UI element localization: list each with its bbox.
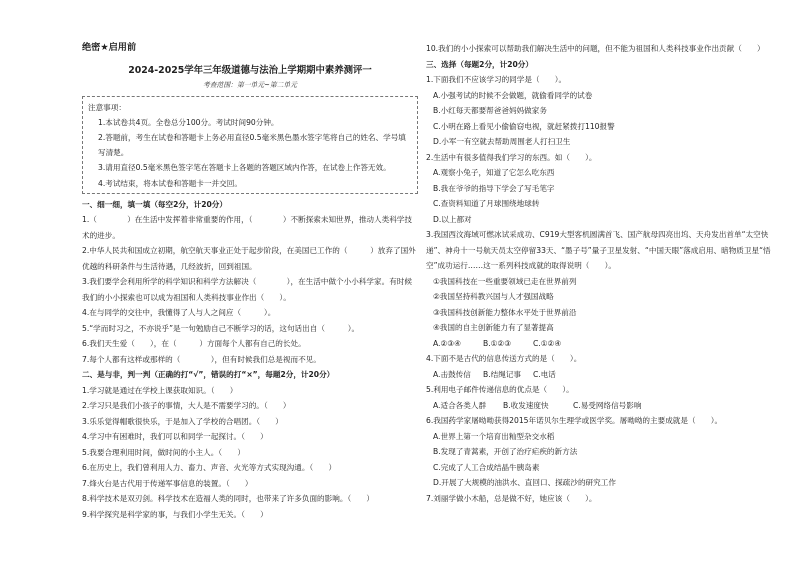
question: 2.生活中有很多值得我们学习的东西。如（ ）。: [426, 152, 597, 162]
option: A.观察小兔子，知道了它怎么吃东西: [433, 168, 555, 177]
question: 7.刘丽学做小木船，总是做不好，她应该（ ）。: [426, 493, 597, 503]
question: 4.学习中有困难时，我们可以和同学一起探讨。（ ）: [82, 432, 268, 442]
choice: A.适合各类人群: [433, 400, 487, 410]
choice-row: [426, 398, 782, 414]
question: 9.科学探究是科学家的事，与我们小学生无关。（ ）: [82, 509, 268, 519]
question: 3.乐乐觉得帽歌很快乐，于是加入了学校的合唱团。（ ）: [82, 416, 283, 426]
choice: B.①②③: [483, 338, 512, 348]
left-column: [82, 40, 418, 522]
section-heading: 二、是与非，判一判（正确的打“√”，错误的打“×”，每题2分，计20分）: [82, 370, 335, 380]
secret-label: 绝密★启用前: [82, 42, 137, 53]
question: 3.我们要学会利用所学的科学知识和科学方法解决（ ），在生活中做个小小科学家。有时候我们的小小探索也可以成为祖国和人类科技事业作出（ ）。: [82, 277, 412, 302]
option: A.世界上第一个培育出籼型杂交水稻: [433, 431, 555, 441]
option: C.小明在路上看见小偷偷窃电视，就赶紧拨打110报警: [433, 121, 615, 131]
question: 5.我要合理利用时间，做时间的小主人。（ ）: [82, 447, 245, 457]
notice-item: 1.本试卷共4页。全卷总分100分。考试时间90分钟。: [98, 117, 279, 127]
choice-row: [426, 367, 782, 383]
option: ②我国坚持科教兴国与人才强国战略: [433, 292, 554, 301]
option: C.查资料知道了月球围绕地球转: [433, 199, 540, 208]
question: 6.在历史上，我们曾利用人力、畜力、声音、火光等方式实现沟通。（ ）: [82, 463, 337, 473]
question: 2.学习只是我们小孩子的事情，大人是不需要学习的。（ ）: [82, 401, 291, 411]
choice: B.结绳记事: [483, 369, 521, 379]
question: 2.中华人民共和国成立初期，航空航天事业正处于起步阶段，在美国已工作的（ ）放弃了国外优越的科研条件与生活待遇，几经波折，回到祖国。: [82, 246, 416, 271]
choice: A.击鼓传信: [433, 369, 471, 379]
option: B.我在爷爷的指导下学会了写毛笔字: [433, 183, 555, 193]
option: ①我国科技在一些重要领域已走在世界前列: [433, 276, 577, 286]
question: 8.科学技术是双刃剑。科学技术在造福人类的同时，也带来了许多负面的影响。（ ）: [82, 494, 375, 504]
option: D.开展了大规模的油洪水、直回口、探疏沙的研究工作: [433, 478, 616, 487]
notice-box: [82, 96, 418, 194]
question: 3.我国西汶海域可燃冰试采成功、C919大型客机圆满首飞、国产航母四亮出坞、天舟发出首单“太空快递”、神舟十一号航天员太空停留33天、“墨子号”量子卫星发射、“中国天眼”落成启用、暗物质卫星“悟空”成功运行……这一系列科技成就的取得说明（ ）。: [426, 230, 771, 270]
notice-heading: 注意事项：: [88, 102, 126, 112]
choice-row: [426, 336, 782, 352]
option: B.发现了青蒿素，开创了治疗疟疾的新方法: [433, 447, 578, 456]
exam-title: 2024-2025学年三年级道德与法治上学期期中素养测评一: [128, 64, 372, 76]
question: 1.学习就是通过在学校上课获取知识。（ ）: [82, 385, 238, 395]
question: 5.利用电子邮件传递信息的优点是（ ）。: [426, 385, 574, 394]
option: D.以上都对: [433, 214, 472, 224]
option: A.小强考试的时候不会做题，就偷看同学的试卷: [433, 90, 593, 100]
notice-item: 3.请用直径0.5毫米黑色签字笔在答题卡上各题的答题区域内作答，在试卷上作答无效。: [98, 163, 391, 173]
question: 4.在与同学的交往中，我懂得了人与人之间应（ ）。: [82, 308, 276, 318]
choice: B.收发速度快: [503, 400, 549, 410]
choice: C.电话: [533, 369, 556, 379]
notice-item: 4.考试结束，将本试卷和答题卡一并交回。: [98, 178, 242, 188]
question: 4.下面不是古代的信息传送方式的是（ ）。: [426, 354, 582, 363]
exam-scope: 考查范围：第一单元~第二单元: [202, 80, 298, 89]
question: 6.我国药学家屠呦呦获得2015年诺贝尔生理学或医学奖。屠呦呦的主要成就是（ ）。: [426, 416, 723, 425]
right-column: [426, 41, 782, 506]
question: 1.下面我们不应该学习的同学是（ ）。: [426, 75, 567, 84]
notice-item: 2.答题前，考生在试卷和答题卡上务必用直径0.5毫米黑色墨水签字笔将自己的姓名、学号填写清楚。: [98, 132, 406, 158]
choice: C.易受网络信号影响: [573, 400, 642, 410]
option: D.小军一有空就去帮助周围老人打扫卫生: [433, 137, 571, 146]
option: B.小红每天都要帮爸爸妈妈做家务: [433, 106, 547, 115]
option: C.完成了人工合成结晶牛胰岛素: [433, 462, 540, 472]
section-heading: 三、选择（每题2分，计20分）: [426, 59, 533, 69]
option: ③我国科技创新能力整体水平处于世界前沿: [433, 307, 577, 317]
question: 1.（ ）在生活中发挥着非常重要的作用，（ ）不断探索未知世界，推动人类科学技术的进步。: [82, 215, 412, 240]
option: ④我国的自主创新能力有了显著提高: [433, 323, 554, 332]
choice: A.②③④: [433, 338, 461, 348]
question: 7.每个人都有这样或那样的（ ），但有时候我们总是视而不见。: [82, 354, 321, 364]
question: 6.我们天生爱（ ），在（ ）方面每个人都有自己的长处。: [82, 339, 306, 349]
question: 10.我们的小小探索可以帮助我们解决生活中的问题，但不能为祖国和人类科技事业作出贡献（ ）: [426, 44, 765, 53]
choice: C.①②④: [533, 338, 562, 348]
question: 7.烽火台是古代用于传递军事信息的装置。（ ）: [82, 478, 253, 488]
question: 5.“学而时习之，不亦说乎”是一句勉励自己不断学习的话，这句话出自（ ）。: [82, 323, 360, 333]
section-heading: 一、细一细，填一填（每空2分，计20分）: [82, 199, 227, 209]
